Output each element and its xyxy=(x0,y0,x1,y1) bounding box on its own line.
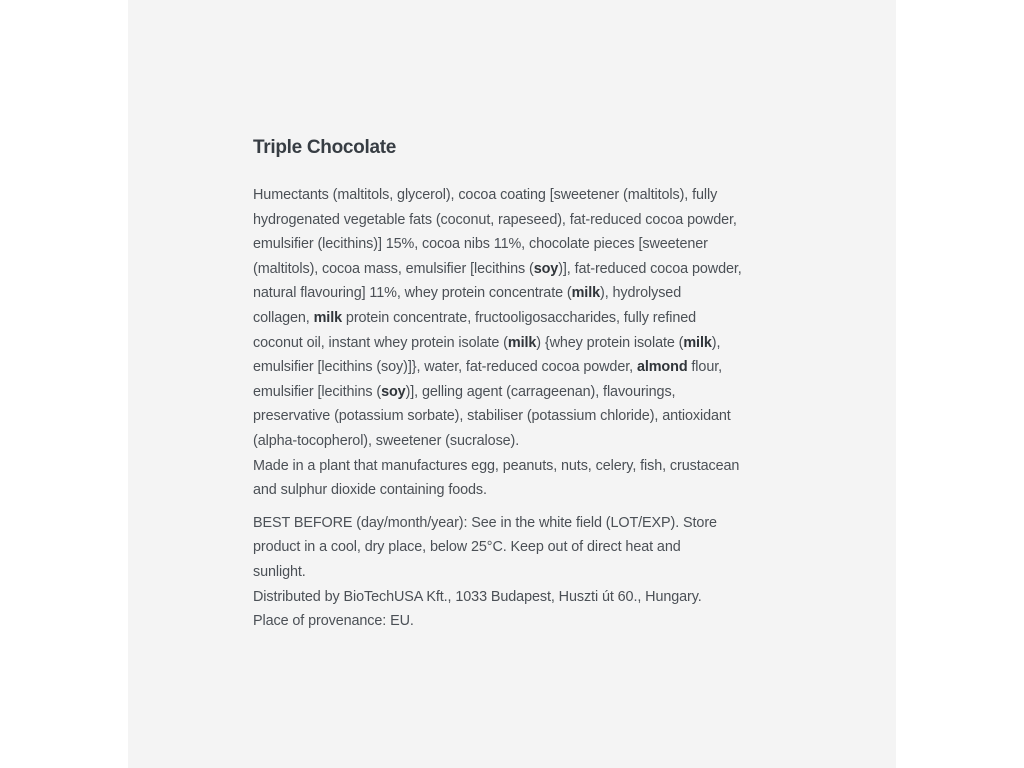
text-segment: and sulphur dioxide containing foods. xyxy=(253,482,487,499)
allergen-highlight: milk xyxy=(313,309,343,326)
text-line xyxy=(253,331,793,356)
text-line xyxy=(253,232,793,257)
text-line xyxy=(253,380,793,405)
text-line xyxy=(253,355,793,380)
text-line xyxy=(253,257,793,282)
text-line xyxy=(253,454,793,479)
text-segment: product in a cool, dry place, below 25°C. Keep out of direct heat and xyxy=(253,539,681,556)
text-segment: emulsifier (lecithins)] 15%, cocoa nibs 11%, chocolate pieces [sweetener xyxy=(253,236,708,253)
text-segment: (alpha-tocopherol), sweetener (sucralose). xyxy=(253,432,520,449)
text-line xyxy=(253,404,793,429)
product-info-panel xyxy=(128,0,896,768)
text-segment: hydrogenated vegetable fats (coconut, rapeseed), fat-reduced cocoa powder, xyxy=(253,211,737,228)
text-segment: )], gelling agent (carrageenan), flavourings, xyxy=(405,383,676,400)
allergen-highlight: milk xyxy=(571,285,601,302)
text-line xyxy=(253,429,793,454)
product-description xyxy=(253,135,793,634)
text-segment: Humectants (maltitols, glycerol), cocoa coating [sweetener (maltitols), fully xyxy=(253,187,718,203)
text-line xyxy=(253,560,793,585)
text-line xyxy=(253,585,793,610)
text-line xyxy=(253,609,793,634)
text-line xyxy=(253,183,793,208)
allergen-highlight: milk xyxy=(683,334,712,351)
text-line xyxy=(253,535,793,560)
text-line xyxy=(253,306,793,331)
text-segment: sunlight. xyxy=(253,563,306,580)
text-segment: )], fat-reduced cocoa powder, xyxy=(558,260,742,277)
text-segment: preservative (potassium sorbate), stabiliser (potassium chloride), antioxidant xyxy=(253,408,731,425)
text-segment: emulsifier [lecithins ( xyxy=(253,383,382,400)
text-segment: BEST BEFORE (day/month/year): See in the white field (LOT/EXP). Store xyxy=(253,514,717,531)
ingredients-paragraph xyxy=(253,183,793,503)
text-segment: collagen, xyxy=(253,309,314,326)
text-segment: Distributed by BioTechUSA Kft., 1033 Budapest, Huszti út 60., Hungary. xyxy=(253,588,702,605)
text-segment: Made in a plant that manufactures egg, peanuts, nuts, celery, fish, crustacean xyxy=(253,457,740,474)
text-segment: natural flavouring] 11%, whey protein concentrate ( xyxy=(253,285,572,302)
allergen-highlight: soy xyxy=(381,383,406,400)
product-title: Triple Chocolate xyxy=(253,137,397,158)
text-line xyxy=(253,478,793,503)
text-segment: ), hydrolysed xyxy=(600,285,682,302)
text-segment: protein concentrate, fructooligosaccharides, fully refined xyxy=(342,309,697,326)
text-line xyxy=(253,208,793,233)
text-segment: emulsifier [lecithins (soy)]}, water, fat-reduced cocoa powder, xyxy=(253,359,637,376)
text-segment: ), xyxy=(711,334,721,351)
text-line xyxy=(253,511,793,536)
allergen-highlight: almond xyxy=(636,359,688,376)
allergen-highlight: soy xyxy=(533,260,559,277)
text-segment: flour, xyxy=(687,359,723,376)
storage-paragraph xyxy=(253,511,793,634)
text-segment: coconut oil, instant whey protein isolate ( xyxy=(253,334,508,351)
text-line xyxy=(253,281,793,306)
text-segment: (maltitols), cocoa mass, emulsifier [lecithins ( xyxy=(253,260,534,277)
text-segment: ) {whey protein isolate ( xyxy=(536,334,684,351)
text-segment: Place of provenance: EU. xyxy=(253,613,414,630)
allergen-highlight: milk xyxy=(507,334,537,351)
